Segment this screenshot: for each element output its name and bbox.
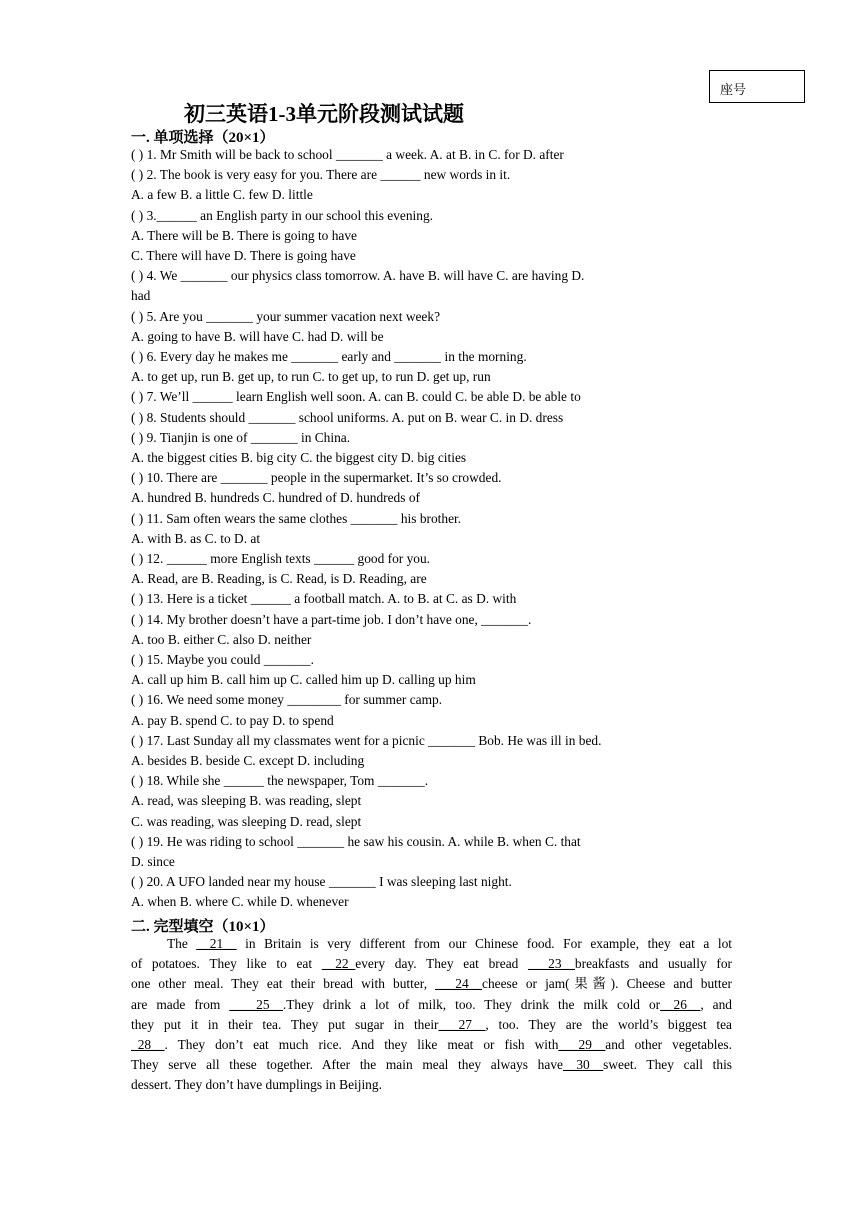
question-line: D. since	[131, 854, 175, 869]
question-line: had	[131, 288, 151, 304]
question-line: ( ) 17. Last Sunday all my classmates went for a picnic _______ Bob. He was ill in bed.	[131, 732, 602, 748]
question-line: ( ) 1. Mr Smith will be back to school _______ a week. A. at B. in C. for D. after	[131, 147, 564, 162]
question-line: A. when B. where C. while D. whenever	[131, 894, 349, 910]
question-line: ( ) 15. Maybe you could _______.	[131, 652, 314, 667]
cloze-text: . They don’t eat much rice. And they like meat or fish with	[164, 1036, 559, 1052]
question-line: A. read, was sleeping B. was reading, slept	[131, 793, 362, 809]
cloze-text: dessert. They don’t have dumplings in Beijing.	[131, 1077, 382, 1093]
question-line: A. the biggest cities B. big city C. the biggest city D. big cities	[131, 450, 467, 465]
question-line: A. too B. either C. also D. neither	[131, 631, 312, 647]
cloze-blank: ___23__	[528, 956, 575, 972]
cloze-blank: __26__	[660, 996, 701, 1012]
question-line: ( ) 10. There are _______ people in the supermarket. It’s so crowded.	[131, 470, 502, 486]
question-line: ( ) 2. The book is very easy for you. There are ______ new words in it.	[131, 167, 511, 183]
cloze-blank: ___29__	[558, 1036, 606, 1052]
cloze-line	[131, 1076, 732, 1096]
cloze-line	[131, 955, 732, 975]
cloze-blank: __30__	[562, 1057, 604, 1073]
cloze-text: every day. They eat bread	[355, 956, 529, 972]
question-line: ( ) 6. Every day he makes me _______ early and _______ in the morning.	[131, 349, 527, 364]
cloze-blank: _28__	[131, 1036, 165, 1052]
cloze-line	[131, 996, 732, 1016]
question-line: ( ) 14. My brother doesn’t have a part-time job. I don’t have one, _______.	[131, 611, 532, 627]
cloze-text: are made from	[131, 996, 230, 1012]
question-line: ( ) 4. We _______ our physics class tomorrow. A. have B. will have C. are having D.	[131, 268, 585, 284]
question-line: A. going to have B. will have C. had D. will be	[131, 328, 384, 344]
cloze-line	[131, 1036, 732, 1056]
page-title: 初三英语1-3单元阶段测试试题	[184, 102, 464, 126]
question-line: A. hundred B. hundreds C. hundred of D. hundreds of	[131, 490, 420, 506]
question-line: ( ) 16. We need some money ________ for summer camp.	[131, 692, 443, 708]
question-line: A. pay B. spend C. to pay D. to spend	[131, 712, 334, 728]
cloze-line	[131, 935, 732, 955]
cloze-text: and other vegetables.	[605, 1036, 732, 1052]
seat-number-box	[709, 70, 805, 103]
cloze-blank: ____25__	[229, 996, 283, 1012]
question-line: C. There will have D. There is going have	[131, 248, 356, 263]
question-line: ( ) 3.______ an English party in our school this evening.	[131, 207, 433, 223]
question-line: ( ) 19. He was riding to school _______ he saw his cousin. A. while B. when C. that	[131, 833, 581, 849]
question-line: ( ) 8. Students should _______ school uniforms. A. put on B. wear C. in D. dress	[131, 409, 564, 425]
question-line: A. with B. as C. to D. at	[131, 530, 261, 546]
section-heading-multiple-choice: 一. 单项选择（20×1）	[131, 130, 275, 146]
question-line: ( ) 20. A UFO landed near my house _______ I was sleeping last night.	[131, 874, 512, 890]
cloze-passage	[131, 935, 732, 1097]
cloze-blank: __22_	[321, 956, 356, 972]
question-line: A. call up him B. call him up C. called him up D. calling up him	[131, 672, 476, 688]
cloze-text: .They drink a lot of milk, too. They drink the milk cold or	[282, 996, 661, 1012]
question-line: A. There will be B. There is going to have	[131, 227, 357, 243]
cloze-text: in Britain is very different from our Chinese food. For example, they eat a lot	[236, 936, 732, 951]
question-line: ( ) 13. Here is a ticket ______ a football match. A. to B. at C. as D. with	[131, 591, 517, 607]
cloze-text: , too. They are the world’s biggest tea	[485, 1016, 732, 1032]
cloze-text: sweet. They call this	[603, 1057, 732, 1073]
cloze-line	[131, 1016, 732, 1036]
question-line: A. besides B. beside C. except D. including	[131, 753, 365, 768]
seat-number-label: 座号	[720, 82, 747, 97]
question-line: ( ) 5. Are you _______ your summer vacation next week?	[131, 308, 441, 324]
cloze-text: one other meal. They eat their bread with butter,	[131, 976, 436, 992]
cloze-blank: __21__	[196, 936, 237, 951]
question-line: ( ) 12. ______ more English texts ______ good for you.	[131, 551, 431, 566]
cloze-text: breakfasts and usually for	[574, 956, 732, 972]
cloze-text: , and	[700, 996, 732, 1012]
question-line: ( ) 18. While she ______ the newspaper, Tom _______.	[131, 773, 429, 789]
question-line: C. was reading, was sleeping D. read, slept	[131, 813, 362, 829]
question-line: ( ) 7. We’ll ______ learn English well soon. A. can B. could C. be able D. be able to	[131, 389, 581, 405]
question-line: ( ) 11. Sam often wears the same clothes _______ his brother.	[131, 510, 462, 526]
cloze-blank: ___24__	[435, 976, 483, 992]
cloze-text: They serve all these together. After the main meal they always have	[131, 1057, 563, 1073]
cloze-text: of potatoes. They like to eat	[131, 956, 322, 972]
cloze-line	[131, 975, 732, 995]
question-line: ( ) 9. Tianjin is one of _______ in China.	[131, 429, 351, 445]
cloze-text: The	[167, 936, 197, 951]
cloze-text: cheese or jam(果酱). Cheese and butter	[482, 976, 732, 992]
cloze-line	[131, 1056, 732, 1076]
cloze-blank: ___27__	[438, 1016, 486, 1032]
section-heading-cloze: 二. 完型填空（10×1）	[131, 919, 275, 935]
question-line: A. a few B. a little C. few D. little	[131, 187, 313, 203]
question-line: A. Read, are B. Reading, is C. Read, is D. Reading, are	[131, 571, 427, 587]
question-line: A. to get up, run B. get up, to run C. to get up, to run D. get up, run	[131, 369, 491, 385]
cloze-text: they put it in their tea. They put sugar in their	[131, 1016, 439, 1032]
